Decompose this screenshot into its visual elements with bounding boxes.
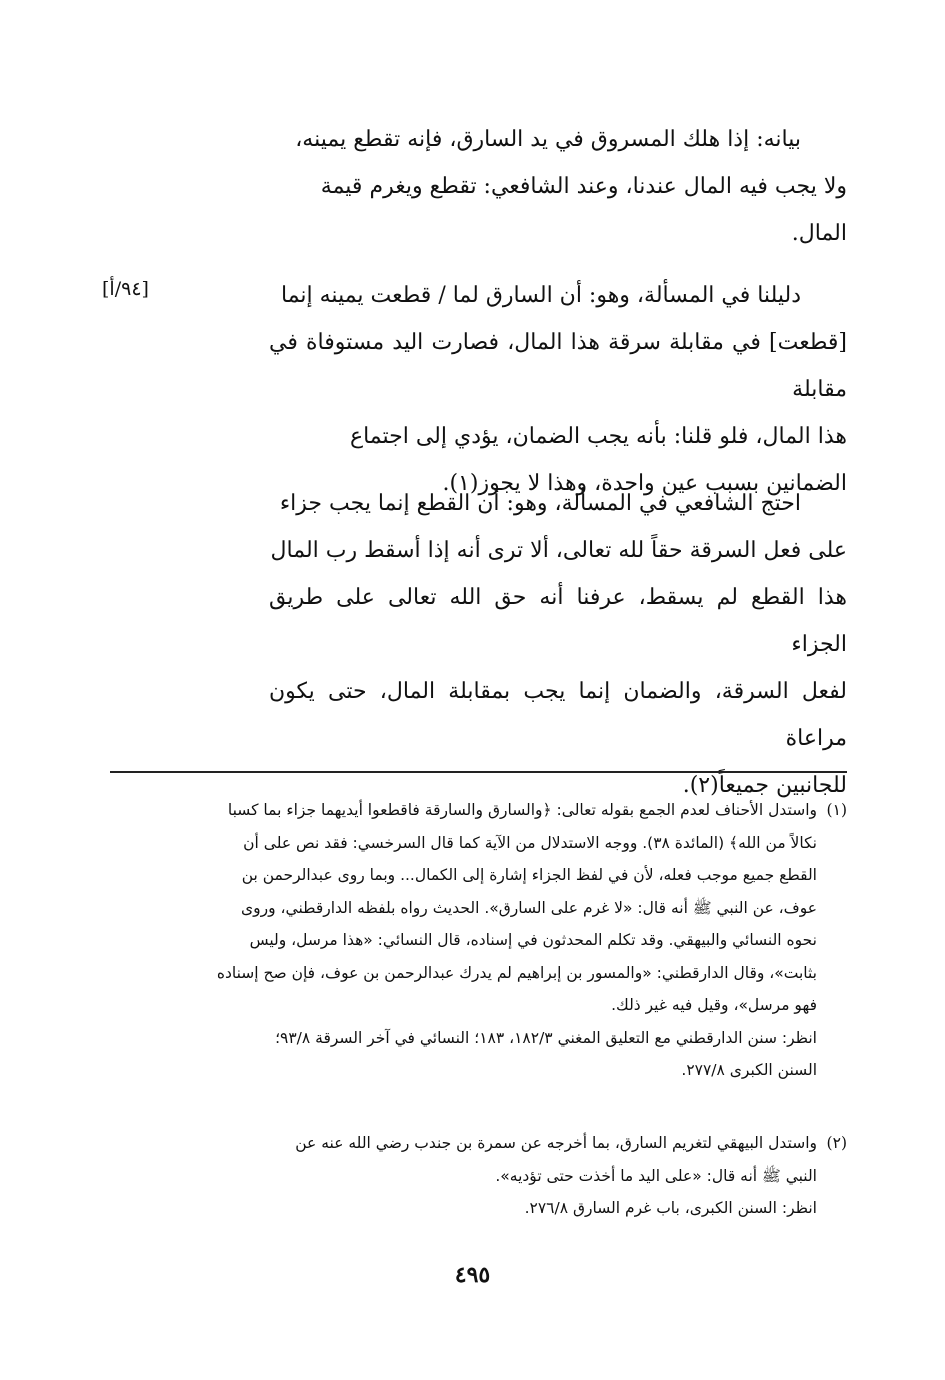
- footnote-line: انظر: السنن الكبرى، باب غرم السارق ٢٧٦/٨.: [524, 1199, 817, 1217]
- text-line: للجانبين جميعاً(٢).: [682, 773, 847, 798]
- footnote: [107, 794, 847, 1087]
- body-paragraph: [269, 116, 847, 257]
- text-line: ولا يجب فيه المال عندنا، وعند الشافعي: تقطع ويغرم قيمة: [320, 174, 847, 199]
- footnote-line: نكالاً من الله﴾ (المائدة ٣٨). ووجه الاستدلال من الآية كما قال السرخسي: فقد نص على أن: [243, 833, 817, 852]
- footnote-separator: [110, 771, 847, 773]
- text-line: الضمانين بسبب عين واحدة، وهذا لا يجوز(١).: [442, 471, 847, 496]
- footnote-line: (٢)واستدل البيهقي لتغريم السارق، بما أخرجه عن سمرة بن جندب رضي الله عنه عن: [107, 1127, 847, 1160]
- footnote-marker: (١): [826, 801, 847, 819]
- text-line: المال.: [791, 221, 847, 246]
- footnote-line: النبي ﷺ أنه قال: «على اليد ما أخذت حتى تؤديه».: [495, 1166, 817, 1185]
- footnote-line: بثابت»، وقال الدارقطني: «والمسور بن إبراهيم لم يدرك عبدالرحمن بن عوف، فإن صح إسناده: [216, 963, 817, 982]
- footnote-line: انظر: سنن الدارقطني مع التعليق المغني ١٨٢/٣، ١٨٣؛ النسائي في آخر السرقة ٩٣/٨؛: [275, 1028, 817, 1047]
- text-line: على فعل السرقة حقاً لله تعالى، ألا ترى أنه إذا أسقط رب المال: [270, 538, 847, 563]
- footnote-line: السنن الكبرى ٢٧٧/٨.: [681, 1061, 817, 1079]
- footnote-marker: (٢): [826, 1134, 847, 1152]
- footnote-line: عوف، عن النبي ﷺ أنه قال: «لا غرم على السارق». الحديث رواه بلفظه الدارقطني، وروى: [241, 898, 817, 917]
- body-paragraph: [269, 480, 847, 809]
- text-line: احتج الشافعي في المسألة، وهو: أن القطع إنما يجب جزاء: [279, 491, 801, 516]
- text-line: هذا القطع لم يسقط، عرفنا أنه حق الله تعالى على طريق الجزاء: [269, 585, 847, 657]
- footnote-line: (١)واستدل الأحناف لعدم الجمع بقوله تعالى: ﴿والسارق والسارقة فاقطعوا أيديهما جزاء بما كسبا: [107, 794, 847, 827]
- body-paragraph: [269, 272, 847, 507]
- footnote: [107, 1127, 847, 1225]
- text-line: دليلنا في المسألة، وهو: أن السارق لما / قطعت يمينه إنما: [280, 283, 801, 308]
- text-line: هذا المال، فلو قلنا: بأنه يجب الضمان، يؤدي إلى اجتماع: [349, 424, 847, 449]
- text-line: بيانه: إذا هلك المسروق في يد السارق، فإنه تقطع يمينه،: [295, 127, 801, 152]
- page-number: ٤٩٥: [454, 1262, 491, 1288]
- text-line: لفعل السرقة، والضمان إنما يجب بمقابلة المال، حتى يكون مراعاة: [269, 679, 847, 751]
- footnote-line: القطع جميع موجب فعله، لأن في لفظ الجزاء إشارة إلى الكمال... وبما روى عبدالرحمن بن: [241, 866, 817, 884]
- footnote-line: فهو مرسل»، وقيل فيه غير ذلك.: [611, 996, 817, 1014]
- text-line: [قطعت] في مقابلة سرقة هذا المال، فصارت اليد مستوفاة في مقابلة: [269, 330, 847, 402]
- footnote-line: نحوه النسائي والبيهقي. وقد تكلم المحدثون في إسناده، قال النسائي: «هذا مرسل، وليس: [249, 931, 817, 949]
- manuscript-folio-reference: [٩٤/أ]: [102, 278, 149, 300]
